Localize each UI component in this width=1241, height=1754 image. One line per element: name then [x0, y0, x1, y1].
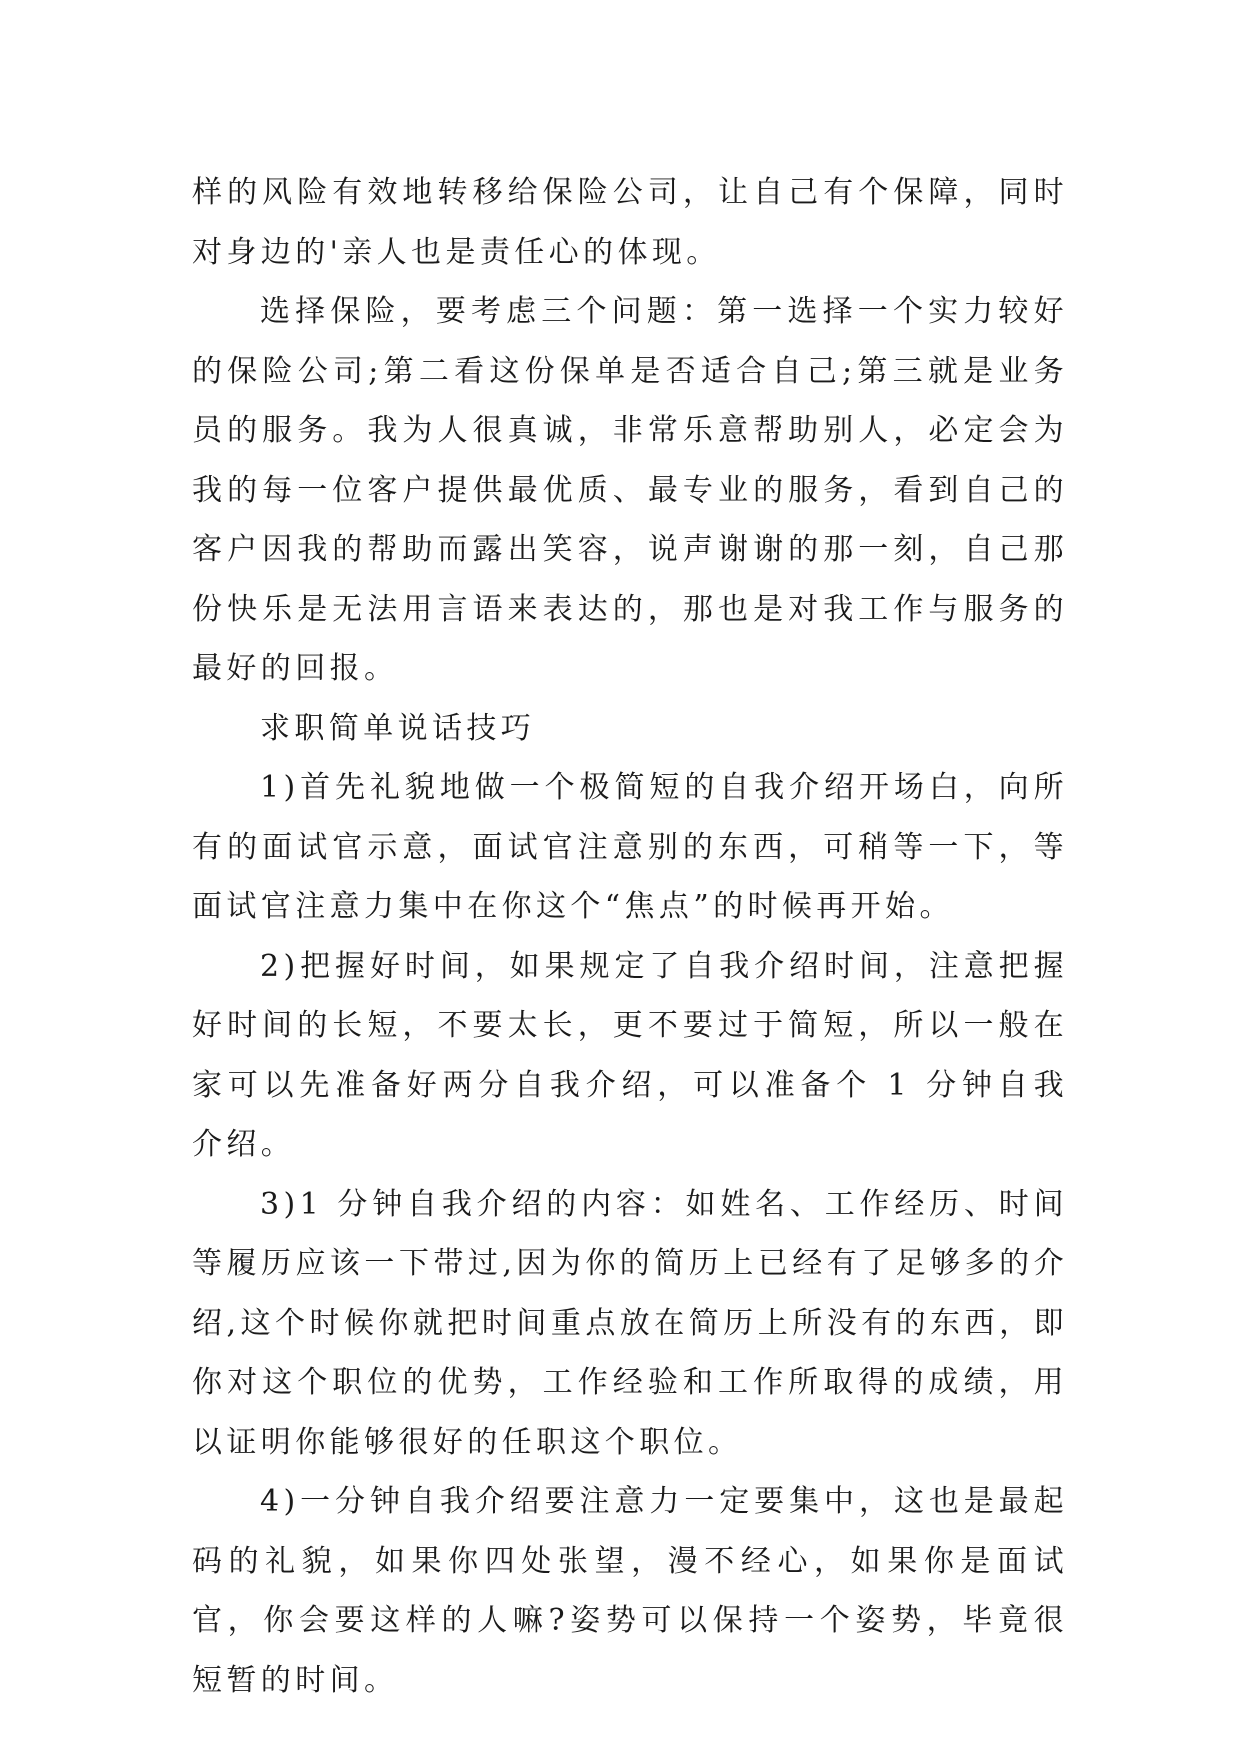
paragraph-tip-1: 1)首先礼貌地做一个极简短的自我介绍开场白，向所有的面试官示意，面试官注意别的东西，可稍等一下，等面试官注意力集中在你这个“焦点”的时候再开始。 [192, 770, 1068, 924]
document-body [192, 163, 1068, 1710]
paragraph-tip-3: 3)1 分钟自我介绍的内容：如姓名、工作经历、时间等履历应该一下带过,因为你的简历上已经有了足够多的介绍,这个时候你就把时间重点放在简历上所没有的东西，即你对这个职位的优势，工作经验和工作所取得的成绩，用以证明你能够很好的任职这个职位。 [192, 1186, 1068, 1460]
paragraph-tip-4: 4)一分钟自我介绍要注意力一定要集中，这也是最起码的礼貌，如果你四处张望，漫不经心，如果你是面试官，你会要这样的人嘛?姿势可以保持一个姿势，毕竟很短暂的时间。 [192, 1484, 1068, 1698]
paragraph-risk-transfer: 样的风险有效地转移给保险公司，让自己有个保障，同时对身边的'亲人也是责任心的体现。 [192, 175, 1068, 270]
paragraph-tip-2: 2)把握好时间，如果规定了自我介绍时间，注意把握好时间的长短，不要太长，更不要过于简短，所以一般在家可以先准备好两分自我介绍，可以准备个 1 分钟自我介绍。 [192, 948, 1068, 1162]
paragraph-choosing-insurance: 选择保险，要考虑三个问题：第一选择一个实力较好的保险公司;第二看这份保单是否适合自己;第三就是业务员的服务。我为人很真诚，非常乐意帮助别人，必定会为我的每一位客户提供最优质、最专业的服务，看到自己的客户因我的帮助而露出笑容，说声谢谢的那一刻，自己那份快乐是无法用言语来表达的，那也是对我工作与服务的最好的回报。 [192, 294, 1068, 686]
section-heading-interview-tips: 求职简单说话技巧 [260, 710, 536, 746]
